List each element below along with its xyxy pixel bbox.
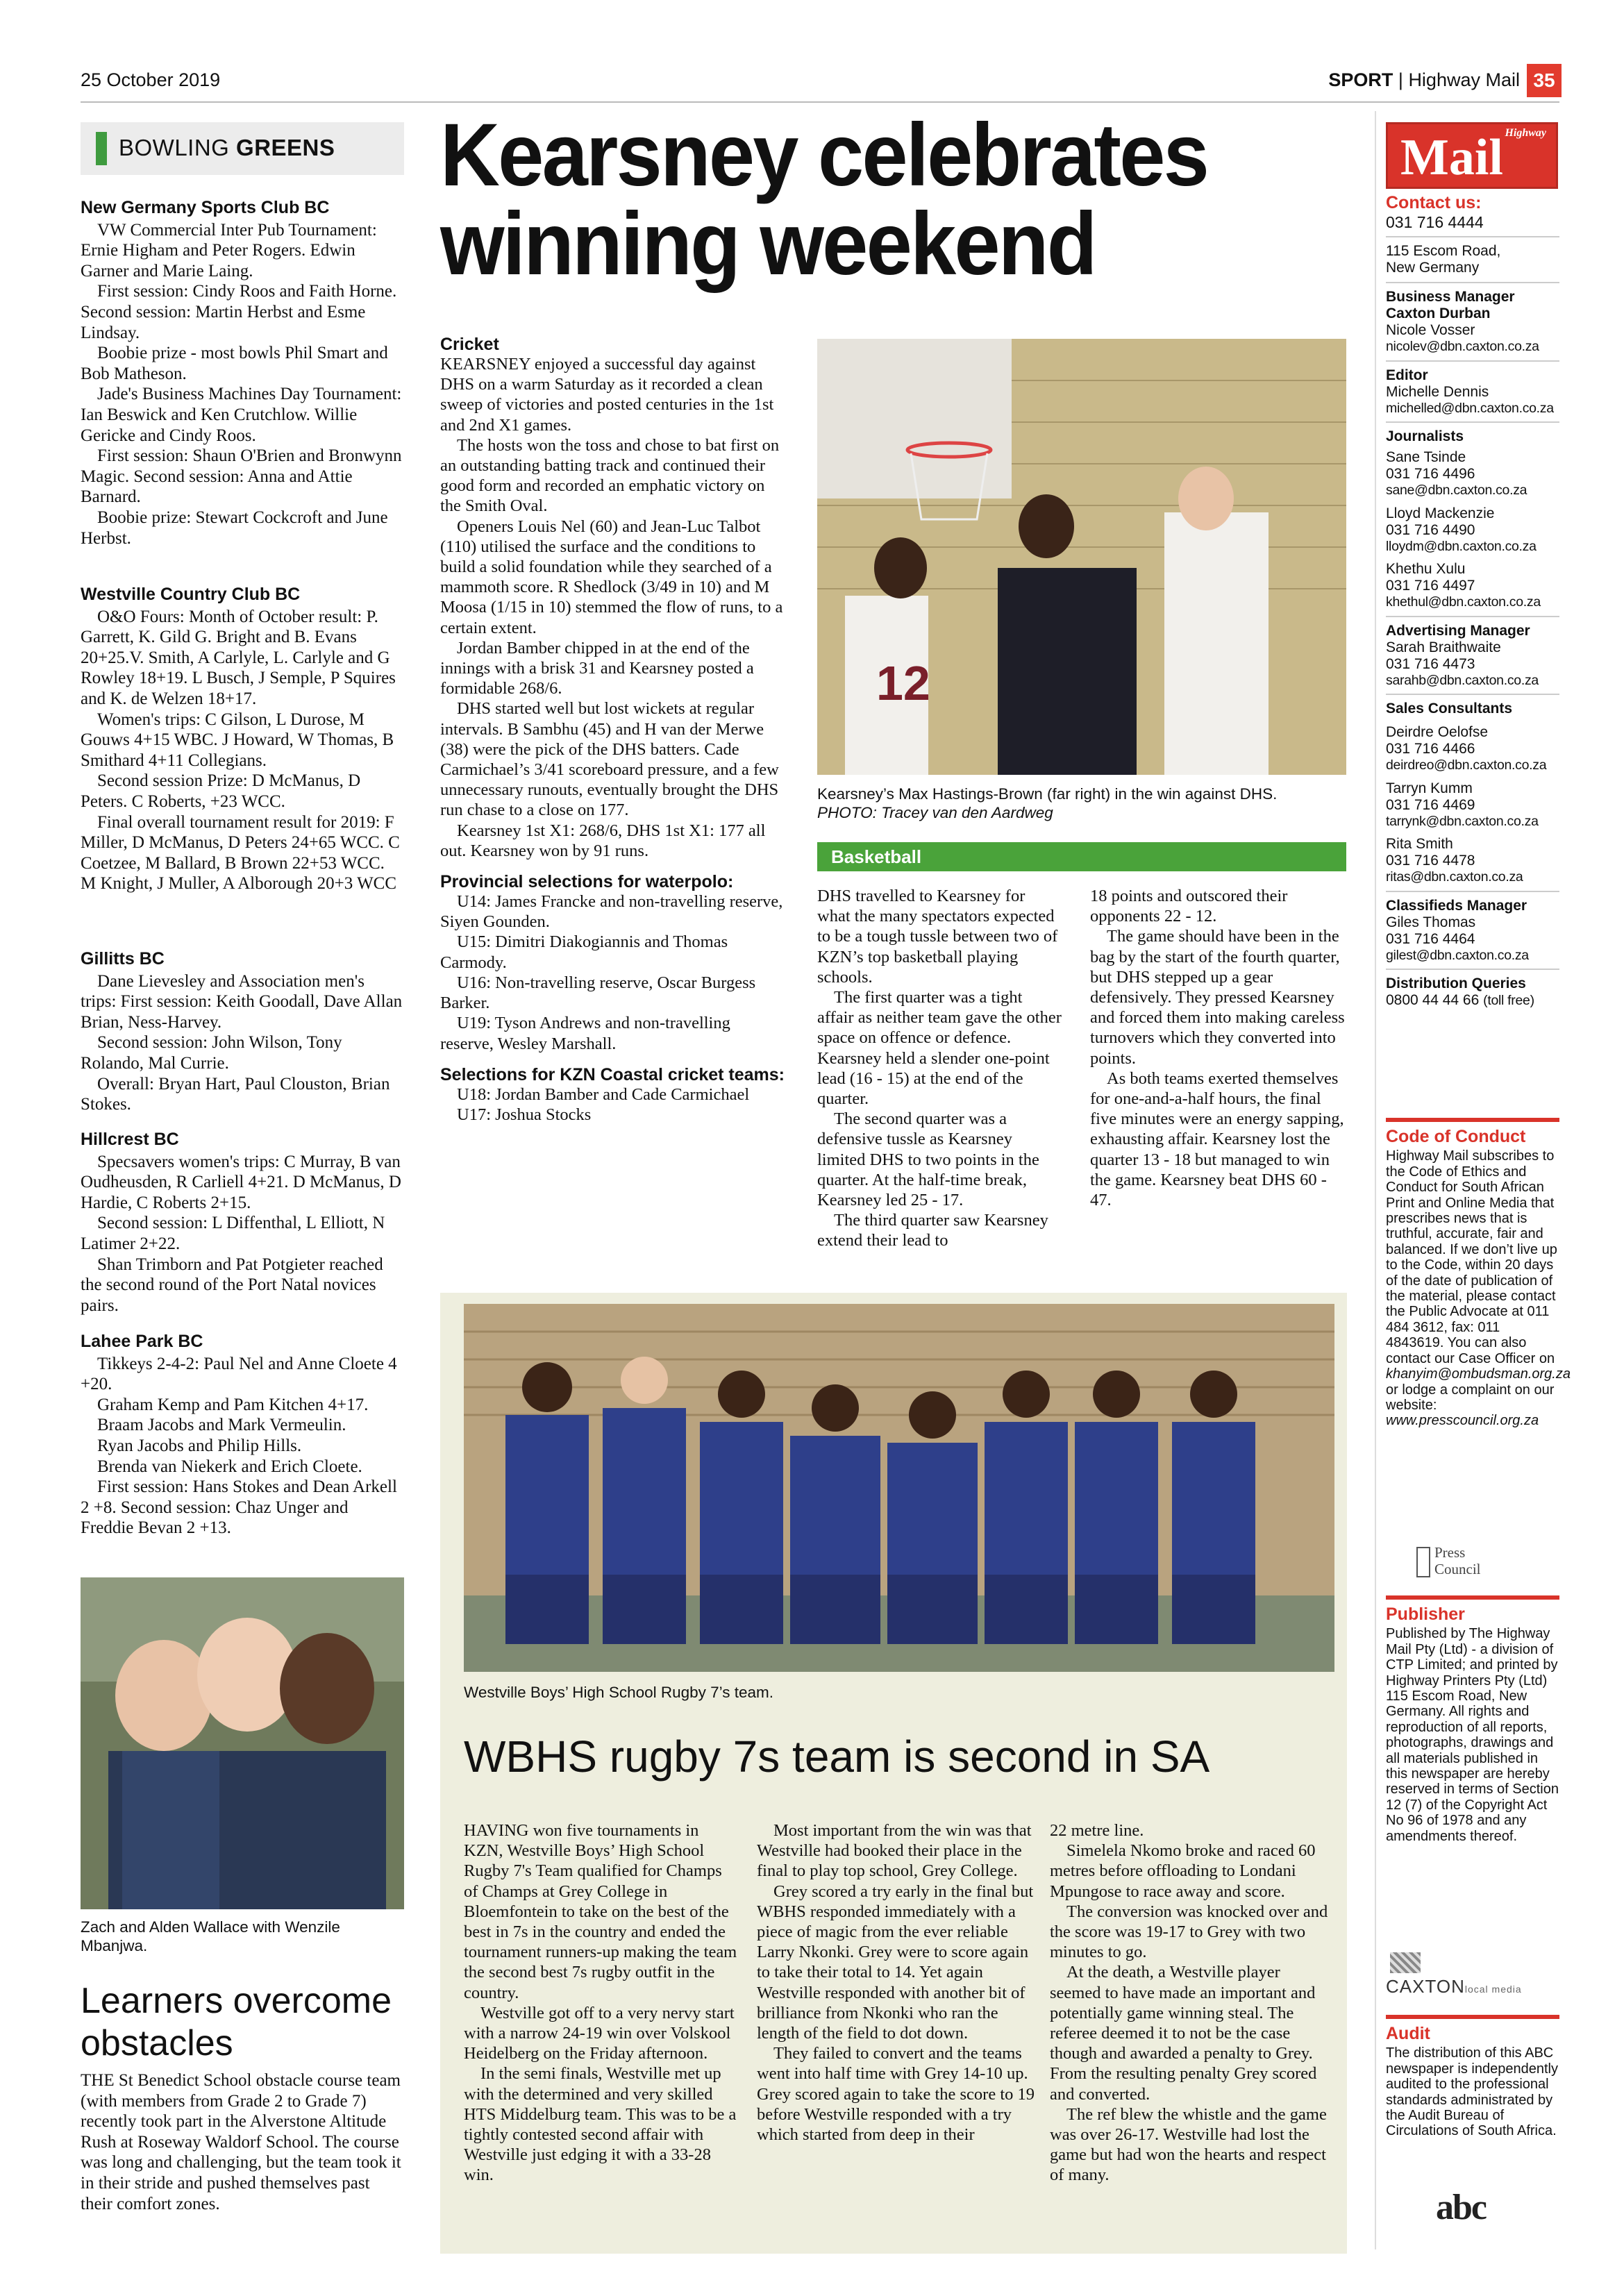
story-paragraph: Openers Louis Nel (60) and Jean-Luc Talbot (110) utilised the surface and the conditions to build a solid foundation while they searched of a mammoth score. R Shedlock (3/49 in 10) and M Moosa (1/15 in 10) stemmed the flow of runs, to a certain extent.	[440, 517, 783, 637]
club-name: Westville Country Club BC	[81, 585, 301, 604]
section-label: SPORT	[1328, 69, 1393, 90]
story-paragraph: U16: Non-travelling reserve, Oscar Burgess Barker.	[440, 973, 756, 1013]
address-line: New Germany	[1386, 260, 1480, 276]
club-result: Jade's Business Machines Day Tournament: Ian Beswick and Ken Crutchlow. Willie Gericke and Cindy Roos.	[81, 385, 402, 445]
staff-role: Advertising Manager	[1386, 622, 1530, 639]
publisher-body: Published by The Highway Mail Pty (Ltd) - a division of CTP Limited; and printed by Highway Printers Pty (Ltd) 115 Escom Road, New Germany. All rights and reproduction of all reports, photographs, drawings and all materials published in this newspaper are hereby reserved in terms of Section 12 (7) of the Copyright Act No 96 of 1978 and any amendments thereof.	[1386, 1626, 1559, 1844]
audit-info	[1386, 2026, 1559, 2139]
rugby-story-col2	[757, 1820, 1035, 2145]
staff-phone: 031 716 4464	[1386, 930, 1475, 947]
club-result: Boobie prize - most bowls Phil Smart and Bob Matheson.	[81, 344, 388, 383]
children-photo	[81, 1577, 404, 1909]
staff-role: Caxton Durban	[1386, 305, 1491, 321]
journalist-entry: Lloyd Mackenzie 031 716 4490 lloydm@dbn.caxton.co.za	[1386, 505, 1537, 554]
code-email: khanyim@ombudsman.org.za	[1386, 1366, 1571, 1382]
story-paragraph: Simelela Nkomo broke and raced 60 metres before offloading to Londani Mpungose to race away and score.	[1050, 1841, 1316, 1901]
sales-entry: Tarryn Kumm 031 716 4469 tarrynk@dbn.caxton.co.za	[1386, 780, 1539, 829]
code-body2: or lodge a complaint on our website:	[1386, 1382, 1555, 1413]
story-paragraph: The second quarter was a defensive tussle as Kearsney limited DHS to two points in the quarter. At the half-time break, Kearsney led 25 - 17.	[817, 1109, 1039, 1210]
bowling-club-section	[81, 585, 404, 894]
story-paragraph: The ref blew the whistle and the game was over 26-17. Westville had lost the game but had won the hearts and respect of many.	[1050, 2104, 1327, 2185]
rugby-team-photo	[464, 1304, 1334, 1672]
story-paragraph: Jordan Bamber chipped in at the end of the innings with a brisk 31 and Kearsney posted a formidable 268/6.	[440, 638, 754, 698]
basketball-photo-illustration	[817, 339, 1346, 775]
code-heading: Code of Conduct	[1386, 1127, 1526, 1146]
children-photo-illustration	[81, 1577, 404, 1909]
rugby-team-illustration	[464, 1304, 1334, 1672]
story-paragraph: They failed to convert and the teams went into half time with Grey 14-10 up. Grey scored again to take the score to 19 before Westville responded with a try which started from deep in their	[757, 2044, 1035, 2145]
paper-name: Highway Mail	[1408, 69, 1520, 90]
club-result: Final overall tournament result for 2019: F Miller, D McManus, D Peters 24+65 WCC. C Coetzee, M Ballard, B Brown 22+53 WCC. M Knight, J Muller, A Alborough 20+3 WCC	[81, 812, 400, 894]
club-result: VW Commercial Inter Pub Tournament: Ernie Higham and Peter Rogers. Edwin Garner and Marie Laing.	[81, 220, 377, 280]
story-paragraph: DHS travelled to Kearsney for what the many spectators expected to be a tough tussle between two of KZN’s top basketball playing schools.	[817, 887, 1058, 987]
story-paragraph: The conversion was knocked over and the score was 19-17 to Grey with two minutes to go.	[1050, 1902, 1328, 1962]
issue-date: 25 October 2019	[81, 69, 221, 90]
story-paragraph: 22 metre line.	[1050, 1821, 1144, 1840]
section-header	[1328, 69, 1520, 91]
club-result: Brenda van Niekerk and Erich Cloete.	[97, 1457, 362, 1476]
bowling-club-section	[81, 198, 404, 548]
staff-email: sarahb@dbn.caxton.co.za	[1386, 672, 1539, 688]
club-result: Shan Trimborn and Pat Potgieter reached the second round of the Port Natal novices pairs.	[81, 1255, 383, 1315]
audit-body: The distribution of this ABC newspaper is independently audited to the professional standards administrated by the Audit Bureau of Circulations of South Africa.	[1386, 2045, 1558, 2139]
press-council-icon	[1416, 1547, 1430, 1577]
story-paragraph: The third quarter saw Kearsney extend their lead to	[817, 1211, 1048, 1250]
green-accent-bar	[96, 132, 107, 165]
basketball-photo	[817, 339, 1346, 775]
club-result: Specsavers women's trips: C Murray, B van Oudheusden, R Carliell 4+21. D McManus, D Hardie, C Roberts 2+15.	[81, 1152, 401, 1212]
address-line: 115 Escom Road,	[1386, 243, 1501, 259]
club-name: Gillitts BC	[81, 949, 165, 969]
story-paragraph: As both teams exerted themselves for one-and-a-half hours, the final five minutes were an energy sapping, exhausting affair. Kearsney lost the quarter 13 - 18 but managed to win the game. Kearsney beat DHS 60 - 47.	[1090, 1069, 1344, 1210]
story-paragraph: U17: Joshua Stocks	[457, 1105, 592, 1124]
press-council-logo: Press Council	[1416, 1543, 1500, 1582]
rugby-story-col3	[1050, 1820, 1329, 2186]
club-result: Braam Jacobs and Mark Vermeulin.	[97, 1416, 346, 1435]
club-result: Overall: Bryan Hart, Paul Clouston, Brian Stokes.	[81, 1074, 390, 1114]
club-result: Second session: John Wilson, Tony Rolando, Mal Currie.	[81, 1033, 342, 1073]
story-paragraph: U15: Dimitri Diakogiannis and Thomas Carmody.	[440, 932, 728, 972]
code-website: www.presscouncil.org.za	[1386, 1413, 1539, 1429]
code-body: Highway Mail subscribes to the Code of Ethics and Conduct for South African Print and Online Media that prescribes news that is truthful, accurate, fair and balanced. If we don’t live up to the Code, within 20 days of the date of publication of the material, please contact the Public Advocate at 011 484 3612, fax: 011 4843619. You can also contact our Case Officer on	[1386, 1148, 1557, 1366]
story-paragraph: U19: Tyson Andrews and non-travelling reserve, Wesley Marshall.	[440, 1014, 730, 1053]
contact-heading: Contact us:	[1386, 193, 1482, 212]
main-phone: 031 716 4444	[1386, 213, 1484, 231]
story-paragraph: KEARSNEY enjoyed a successful day against DHS on a warm Saturday as it recorded a clean sweep of victories and posted centuries in the 1st and 2nd X1 games.	[440, 355, 774, 435]
waterpolo-subhead: Provincial selections for waterpolo:	[440, 872, 734, 892]
club-result: Graham Kemp and Pam Kitchen 4+17.	[97, 1395, 369, 1414]
caxton-logo: CAXTONlocal media	[1386, 1952, 1559, 1994]
story-paragraph: HAVING won five tournaments in KZN, Westville Boys’ High School Rugby 7's Team qualified for Champs of Champs at Grey College in Bloemfontein to take on the best of the best in 7s in the country and ended the tournament runners-up making the team the second best 7s rugby outfit in the country.	[464, 1821, 737, 2002]
story-paragraph: Most important from the win was that Westville had booked their place in the final to play top school, Grey College.	[757, 1821, 1032, 1881]
sidebar-divider	[1375, 111, 1376, 2249]
staff-email: gilest@dbn.caxton.co.za	[1386, 947, 1529, 963]
rugby-photo-caption: Westville Boys’ High School Rugby 7’s team.	[464, 1684, 774, 1701]
club-result: Second session: L Diffenthal, L Elliott, N Latimer 2+22.	[81, 1214, 385, 1253]
publisher-red-rule	[1386, 1595, 1559, 1600]
learners-story	[81, 2070, 404, 2214]
story-paragraph: Westville got off to a very nervy start with a narrow 24-19 win over Volskool Heidelberg on the Friday afternoon.	[464, 2003, 735, 2063]
club-result: Ryan Jacobs and Philip Hills.	[97, 1436, 302, 1455]
club-result: Dane Lievesley and Association men's trips: First session: Keith Goodall, Dave Allan Brian, Ness-Harvey.	[81, 971, 403, 1032]
story-paragraph: DHS started well but lost wickets at regular intervals. B Sambhu (45) and H van der Merwe (38) were the pick of the DHS batters. Cade Carmichael’s 3/41 scoreboard pressure, and a few unnecessary runouts, eventually brought the DHS run chase to a close on 177.	[440, 699, 779, 820]
publisher-info	[1386, 1604, 1559, 1844]
club-result: First session: Hans Stokes and Dean Arkell 2 +8. Second session: Chaz Unger and Freddie Bevan 2 +13.	[81, 1477, 397, 1538]
story-paragraph: Kearsney 1st X1: 268/6, DHS 1st X1: 177 all out. Kearsney won by 91 runs.	[440, 821, 766, 860]
bowling-club-section	[81, 949, 404, 1115]
audit-red-rule	[1386, 2015, 1559, 2019]
club-result: First session: Cindy Roos and Faith Horne. Second session: Martin Herbst and Esme Lindsay.	[81, 282, 397, 342]
staff-name: Nicole Vosser	[1386, 322, 1475, 338]
photo-credit: PHOTO: Tracey van den Aardweg	[817, 804, 1053, 821]
club-result: Tikkeys 2-4-2: Paul Nel and Anne Cloete 4 +20.	[81, 1354, 397, 1394]
bowling-club-section	[81, 1130, 404, 1316]
story-paragraph: At the death, a Westville player seemed to have made an important and potentially game winning steal. The referee deemed it to not be the case though and awarded a penalty to Grey. From the resulting penalty Grey scored and converted.	[1050, 1963, 1317, 2104]
story-paragraph: The game should have been in the bag by the start of the fourth quarter, but DHS stepped up a gear defensively. They pressed Kearsney and forced them into making careless turnovers which they converted into points.	[1090, 927, 1345, 1068]
svg-text:12: 12	[876, 656, 930, 710]
basketball-photo-caption: Kearsney’s Max Hastings-Brown (far right) in the win against DHS. PHOTO: Tracey van den Aardweg	[817, 785, 1346, 822]
rugby-story-col1	[464, 1820, 740, 2186]
story-paragraph: The hosts won the toss and chose to bat first on an outstanding batting track and continued their good form and recorded an emphatic victory on the Smith Oval.	[440, 435, 780, 516]
publisher-heading: Publisher	[1386, 1604, 1465, 1624]
audit-heading: Audit	[1386, 2024, 1430, 2043]
story-paragraph: U14: James Francke and non-travelling reserve, Siyen Gounden.	[440, 892, 783, 932]
staff-email: michelled@dbn.caxton.co.za	[1386, 400, 1554, 416]
rugby-headline: WBHS rugby 7s team is second in SA	[464, 1732, 1210, 1782]
sales-entry: Rita Smith 031 716 4478 ritas@dbn.caxton.co.za	[1386, 836, 1523, 885]
kzn-cricket-subhead: Selections for KZN Coastal cricket teams:	[440, 1064, 785, 1084]
learners-body: THE St Benedict School obstacle course team (with members from Grade 2 to Grade 7) recently took part in the Alverstone Altitude Rush at Roseway Waldorf School. The course was long and challenging, but the team took it in their stride and pushed themselves past their comfort zones.	[81, 2071, 401, 2213]
cricket-subhead: Cricket	[440, 335, 499, 354]
learners-headline: Learners overcome obstacles	[81, 1981, 392, 2063]
club-result: Women's trips: C Gilson, L Durose, M Gouws 4+15 WBC. J Howard, W Thomas, B Smithard 4+11 Collegians.	[81, 710, 394, 770]
sales-entry: Deirdre Oelofse 031 716 4466 deirdreo@dbn.caxton.co.za	[1386, 724, 1547, 773]
basketball-story-col2	[1090, 886, 1347, 1210]
staff-role: Sales Consultants	[1386, 701, 1513, 717]
story-paragraph: Grey scored a try early in the final but WBHS responded immediately with a piece of magic from the ever reliable Larry Nkonki. Grey were to score again to take their total to 14. Yet again Westville responded with another bit of brilliance from Nkonki who ran the length of the field to dot down.	[757, 1882, 1034, 2043]
code-of-conduct	[1386, 1127, 1571, 1429]
club-result: Second session Prize: D McManus, D Peters. C Roberts, +23 WCC.	[81, 771, 361, 811]
bowling-greens-title: BOWLING GREENS	[119, 135, 335, 160]
club-name: Hillcrest BC	[81, 1130, 179, 1149]
header-rule	[81, 101, 1559, 103]
staff-name: Giles Thomas	[1386, 914, 1476, 930]
story-paragraph: 18 points and outscored their opponents 22 - 12.	[1090, 887, 1288, 926]
staff-role: Classifieds Manager	[1386, 897, 1527, 914]
children-photo-caption: Zach and Alden Wallace with Wenzile Mbanjwa.	[81, 1918, 340, 1954]
abc-logo: abc	[1436, 2188, 1486, 2227]
journalist-entry: Khethu Xulu 031 716 4497 khethul@dbn.caxton.co.za	[1386, 561, 1541, 610]
story-paragraph: U18: Jordan Bamber and Cade Carmichael	[457, 1084, 750, 1104]
distribution-phone: 0800 44 44 66 (toll free)	[1386, 992, 1534, 1008]
header-separator: |	[1398, 69, 1403, 90]
highway-mail-logo	[1386, 122, 1558, 189]
story-paragraph: The first quarter was a tight affair as neither team gave the other space on offence or defence. Kearsney held a slender one-point lead (16 - 15) at the end of the quarter.	[817, 988, 1062, 1109]
staff-role: Editor	[1386, 367, 1428, 383]
staff-role: Business Manager	[1386, 289, 1515, 305]
journalist-entry: Sane Tsinde 031 716 4496 sane@dbn.caxton.co.za	[1386, 449, 1527, 498]
club-name: New Germany Sports Club BC	[81, 198, 330, 217]
club-name: Lahee Park BC	[81, 1332, 203, 1351]
logo-small-text: Highway	[1505, 127, 1546, 139]
staff-email: nicolev@dbn.caxton.co.za	[1386, 339, 1539, 354]
bowling-greens-label	[81, 122, 404, 175]
staff-name: Sarah Braithwaite	[1386, 639, 1501, 655]
staff-name: Michelle Dennis	[1386, 383, 1489, 400]
logo-big-text: Mail	[1400, 129, 1503, 186]
code-red-rule	[1386, 1118, 1559, 1122]
bowling-club-section	[81, 1332, 404, 1539]
staff-phone: 031 716 4473	[1386, 655, 1475, 672]
caxton-mark-icon	[1390, 1952, 1421, 1973]
cricket-story	[440, 335, 785, 1125]
lead-headline: Kearsney celebrates winning weekend	[440, 106, 1208, 294]
club-result: Boobie prize: Stewart Cockcroft and June Herbst.	[81, 508, 388, 548]
club-result: First session: Shaun O'Brien and Bronwynn Magic. Second session: Anna and Attie Barnard.	[81, 446, 402, 507]
staff-role: Distribution Queries	[1386, 975, 1526, 991]
staff-role: Journalists	[1386, 428, 1464, 444]
contact-sidebar	[1386, 194, 1559, 1009]
basketball-label: Basketball	[817, 842, 1346, 871]
page-number: 35	[1527, 64, 1562, 97]
club-result: O&O Fours: Month of October result: P. Garrett, K. Gild G. Bright and B. Evans 20+25.V. Smith, A Carlyle, L. Carlyle and G Rowley 18+19. L Busch, J Semple, P Squires and K. de Welzen 18+17.	[81, 607, 396, 708]
story-paragraph: In the semi finals, Westville met up with the determined and very skilled HTS Middelburg team. This was to be a tightly contested second affair with Westville just edging it with a 33-28 win.	[464, 2064, 737, 2185]
basketball-story-col1	[817, 886, 1062, 1251]
